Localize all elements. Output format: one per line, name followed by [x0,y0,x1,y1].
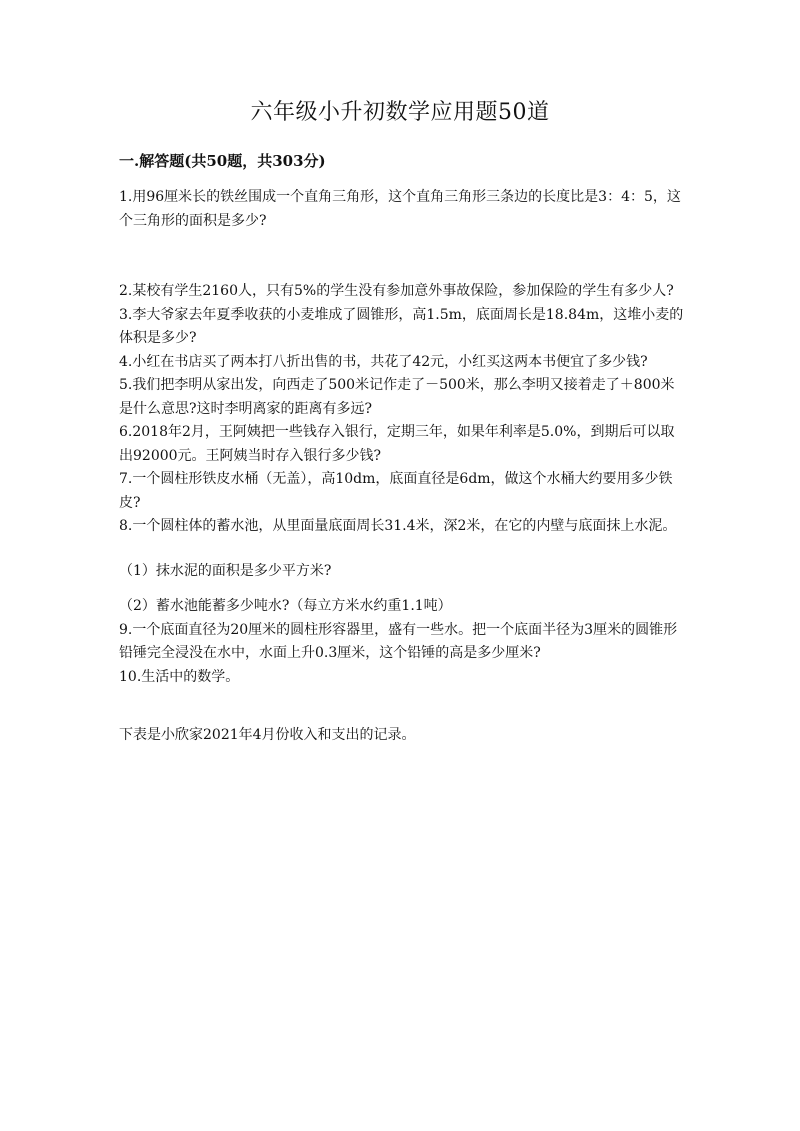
question-7: 7.一个圆柱形铁皮水桶（无盖），高10dm，底面直径是6dm，做这个水桶大约要用多少铁皮? [119,471,673,511]
question-5: 5.我们把李明从家出发，向西走了500米记作走了－500米，那么李明又接着走了＋800米是什么意思?这时李明离家的距离有多远? [119,377,675,417]
spacer [119,539,685,560]
page-title: 六年级小升初数学应用题50道 [250,100,550,125]
question-10-intro: 下表是小欣家2021年4月份收入和支出的记录。 [119,727,416,743]
spacer [119,583,685,595]
question-10: 10.生活中的数学。 [119,668,240,685]
answer-space [119,233,685,280]
section-heading: 一.解答题(共50题，共303分) [119,152,326,170]
question-4: 4.小红在书店买了两本打八折出售的书，共花了42元，小红买这两本书便宜了多少钱? [119,353,648,370]
question-2: 2.某校有学生2160人，只有5%的学生没有参加意外事故保险，参加保险的学生有多少人? [119,283,674,299]
question-3: 3.李大爷家去年夏季收获的小麦堆成了圆锥形，高1.5m，底面周长是18.84m，这堆小麦的体积是多少? [119,306,684,346]
question-6: 6.2018年2月，王阿姨把一些钱存入银行，定期三年，如果年利率是5.0%，到期后可以取出92000元。王阿姨当时存入银行多少钱? [119,424,675,464]
spacer [119,689,685,724]
question-8: 8.一个圆柱体的蓄水池，从里面量底面周长31.4米，深2米，在它的内壁与底面抹上水泥。 [119,518,677,534]
question-8-part-1: （1）抹水泥的面积是多少平方米? [119,562,332,579]
question-1: 1.用96厘米长的铁丝围成一个直角三角形，这个直角三角形三条边的长度比是3：4：5，这个三角形的面积是多少? [119,189,681,229]
question-8-part-2: （2）蓄水池能蓄多少吨水?（每立方米水约重1.1吨） [119,598,452,614]
question-list [119,186,685,748]
question-9: 9.一个底面直径为20厘米的圆柱形容器里，盛有一些水。把一个底面半径为3厘米的圆锥形铅锤完全浸没在水中，水面上升0.3厘米，这个铅锤的高是多少厘米? [119,621,678,661]
